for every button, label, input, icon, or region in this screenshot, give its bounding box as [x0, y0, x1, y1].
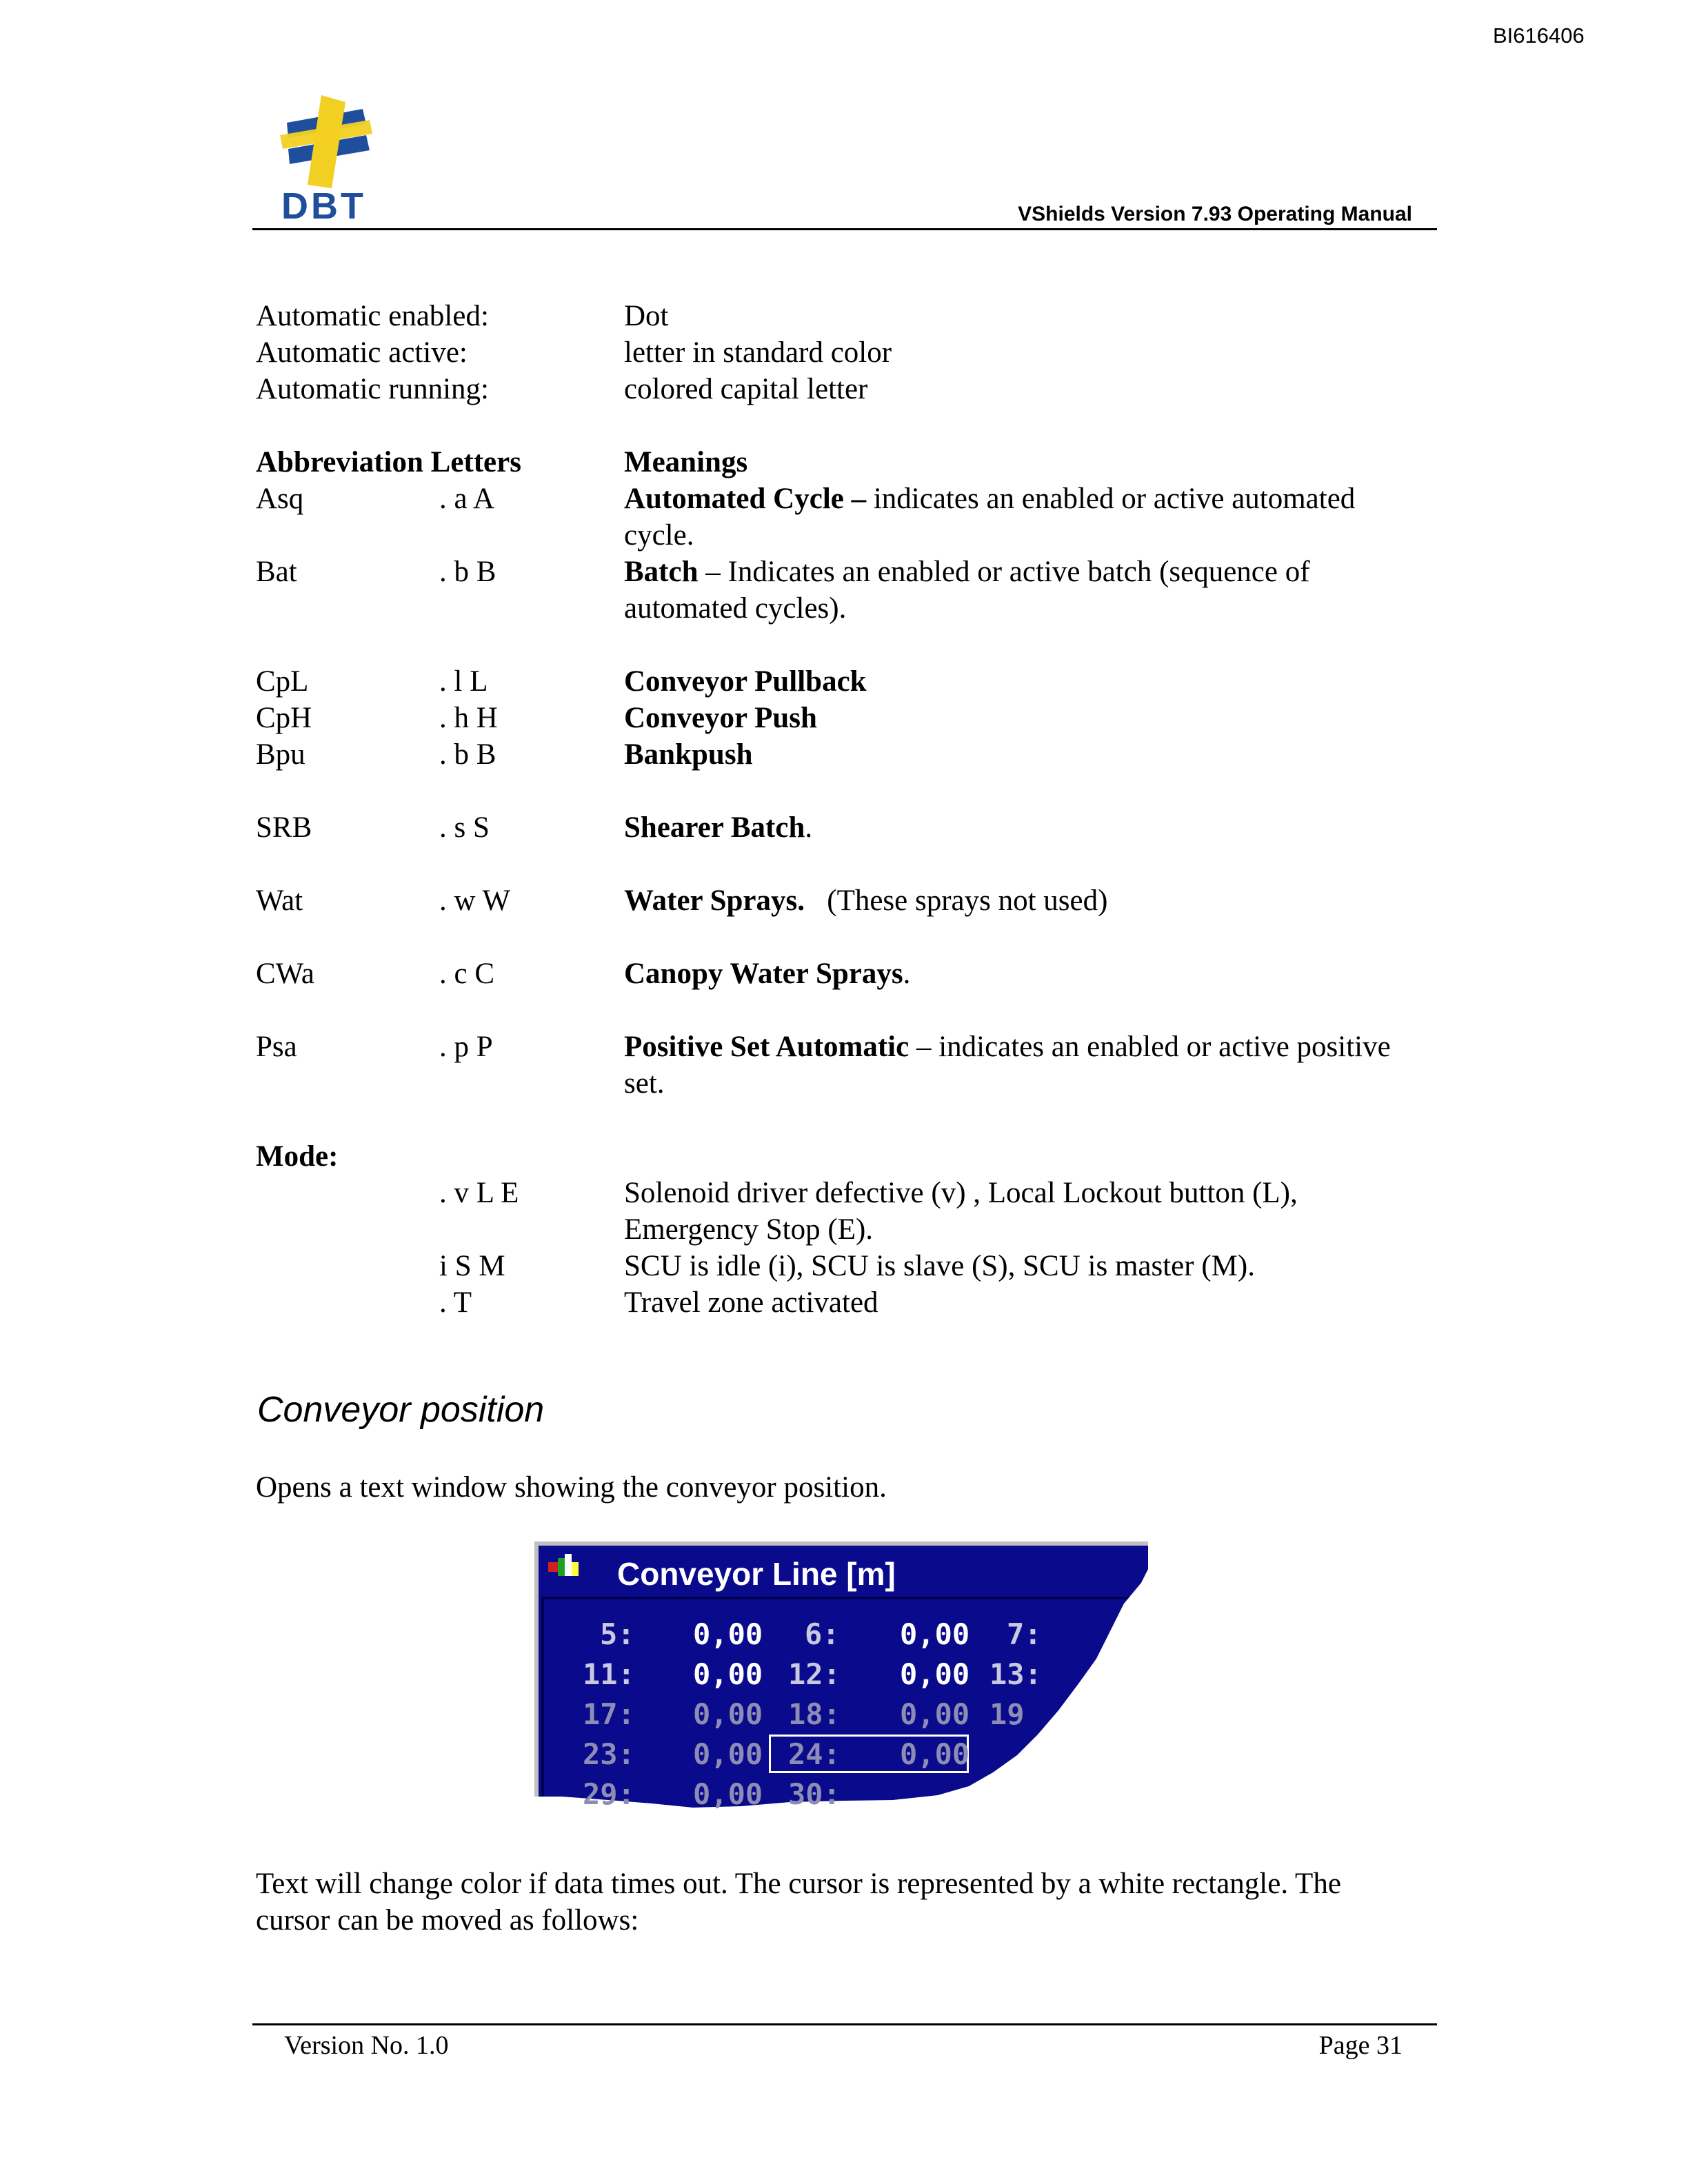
abbr-psa: Psa: [256, 1031, 297, 1063]
cell-label: 24:: [788, 1737, 841, 1771]
mode-heading: Mode:: [256, 1140, 339, 1173]
meaning-psa-cont: set.: [624, 1067, 665, 1100]
footer-version: Version No. 1.0: [284, 2031, 449, 2060]
cell-label: 11:: [583, 1657, 635, 1691]
document-id: BI616406: [1493, 23, 1585, 48]
conveyor-line-window: [534, 1541, 1148, 1824]
cell-value: 0,00: [693, 1657, 763, 1691]
desc-wat: (These sprays not used): [805, 884, 1108, 917]
desc-psa: – indicates an enabled or active positive: [909, 1031, 1391, 1063]
cell-label: 30:: [788, 1777, 841, 1811]
term-asq: Automated Cycle –: [624, 483, 867, 515]
logo-text: DBT: [281, 185, 366, 227]
cell-label: 17:: [583, 1697, 635, 1731]
status-label-active: Automatic active:: [256, 336, 468, 369]
cell-value: 0,00: [900, 1657, 970, 1691]
term-cph: Conveyor Push: [624, 702, 817, 734]
mode-desc-t: Travel zone activated: [624, 1286, 878, 1319]
meaning-cpl: [624, 663, 867, 700]
cell-value: 0,00: [693, 1737, 763, 1771]
cell-value: 0,00: [693, 1777, 763, 1811]
letters-psa: . p P: [439, 1031, 493, 1063]
outro-line-2: cursor can be moved as follows:: [256, 1904, 639, 1937]
cell-label: 13:: [989, 1657, 1042, 1691]
abbr-cpl: CpL: [256, 665, 309, 698]
mode-desc-vle: Solenoid driver defective (v) , Local Lockout button (L),: [624, 1177, 1298, 1209]
status-value-active: letter in standard color: [624, 336, 892, 369]
meaning-psa: [624, 1029, 1391, 1065]
term-cpl: Conveyor Pullback: [624, 665, 867, 698]
cell-value: 0,00: [693, 1697, 763, 1731]
abbr-srb: SRB: [256, 811, 312, 844]
mode-desc-ism: SCU is idle (i), SCU is slave (S), SCU is master (M).: [624, 1250, 1255, 1282]
meaning-bpu: [624, 736, 753, 773]
desc-asq: indicates an enabled or active automated: [866, 483, 1356, 515]
cell-label: 29:: [583, 1777, 635, 1811]
cell-label: 12:: [788, 1657, 841, 1691]
mode-letters-vle: . v L E: [439, 1177, 519, 1209]
conveyor-window-title: Conveyor Line [m]: [617, 1556, 896, 1592]
cell-label: 7:: [1007, 1617, 1042, 1651]
meaning-bat: [624, 554, 1310, 590]
dbt-logo: [274, 88, 378, 226]
mode-letters-ism: i S M: [439, 1250, 505, 1282]
status-value-enabled: Dot: [624, 300, 669, 332]
meanings-header: Meanings: [624, 446, 748, 478]
status-label-running: Automatic running:: [256, 373, 489, 405]
footer-rule: [252, 2023, 1437, 2025]
desc-bat: – Indicates an enabled or active batch (sequence of: [698, 556, 1310, 588]
meaning-cwa: [624, 956, 910, 992]
meaning-srb: [624, 809, 812, 846]
abbr-cph: CpH: [256, 702, 312, 734]
term-srb: Shearer Batch: [624, 811, 805, 844]
cell-value: 0,00: [693, 1617, 763, 1651]
cell-label: 23:: [583, 1737, 635, 1771]
section-intro: Opens a text window showing the conveyor position.: [256, 1471, 887, 1504]
outro-line-1: Text will change color if data times out. The cursor is represented by a white rectangle. The: [256, 1868, 1341, 1900]
manual-title: VShields Version 7.93 Operating Manual: [1018, 203, 1412, 225]
abbreviation-header: Abbreviation Letters: [256, 446, 521, 478]
term-bat: Batch: [624, 556, 699, 588]
footer-page-number: Page 31: [1318, 2031, 1403, 2060]
letters-cwa: . c C: [439, 958, 495, 990]
cell-label: 19: [989, 1697, 1025, 1731]
cell-label: 6:: [805, 1617, 840, 1651]
letters-wat: . w W: [439, 884, 511, 917]
cell-label: 18:: [788, 1697, 841, 1731]
meaning-cph: [624, 700, 817, 736]
letters-bpu: . b B: [439, 738, 496, 771]
letters-bat: . b B: [439, 556, 496, 588]
status-value-running: colored capital letter: [624, 373, 868, 405]
desc-cwa: .: [903, 958, 911, 990]
term-bpu: Bankpush: [624, 738, 753, 771]
meaning-asq-cont: cycle.: [624, 519, 694, 552]
status-label-enabled: Automatic enabled:: [256, 300, 489, 332]
mode-desc-vle-cont: Emergency Stop (E).: [624, 1213, 874, 1246]
letters-cph: . h H: [439, 702, 498, 734]
letters-cpl: . l L: [439, 665, 488, 698]
desc-srb: .: [805, 811, 813, 844]
meaning-asq: [624, 481, 1355, 517]
abbr-bat: Bat: [256, 556, 297, 588]
mode-letters-t: . T: [439, 1286, 472, 1319]
cell-label: 5:: [600, 1617, 635, 1651]
section-title: Conveyor position: [257, 1390, 545, 1430]
cell-value: 0,00: [900, 1697, 970, 1731]
letters-asq: . a A: [439, 483, 495, 515]
letters-srb: . s S: [439, 811, 490, 844]
abbr-wat: Wat: [256, 884, 303, 917]
meaning-wat: [624, 882, 1107, 919]
abbr-cwa: CWa: [256, 958, 314, 990]
cell-value: 0,00: [900, 1617, 970, 1651]
cell-value: 0,00: [900, 1737, 970, 1771]
term-wat: Water Sprays.: [624, 884, 805, 917]
term-psa: Positive Set Automatic: [624, 1031, 910, 1063]
abbr-bpu: Bpu: [256, 738, 305, 771]
abbr-asq: Asq: [256, 483, 304, 515]
term-cwa: Canopy Water Sprays: [624, 958, 903, 990]
header-rule: [252, 228, 1437, 230]
meaning-bat-cont: automated cycles).: [624, 592, 847, 625]
